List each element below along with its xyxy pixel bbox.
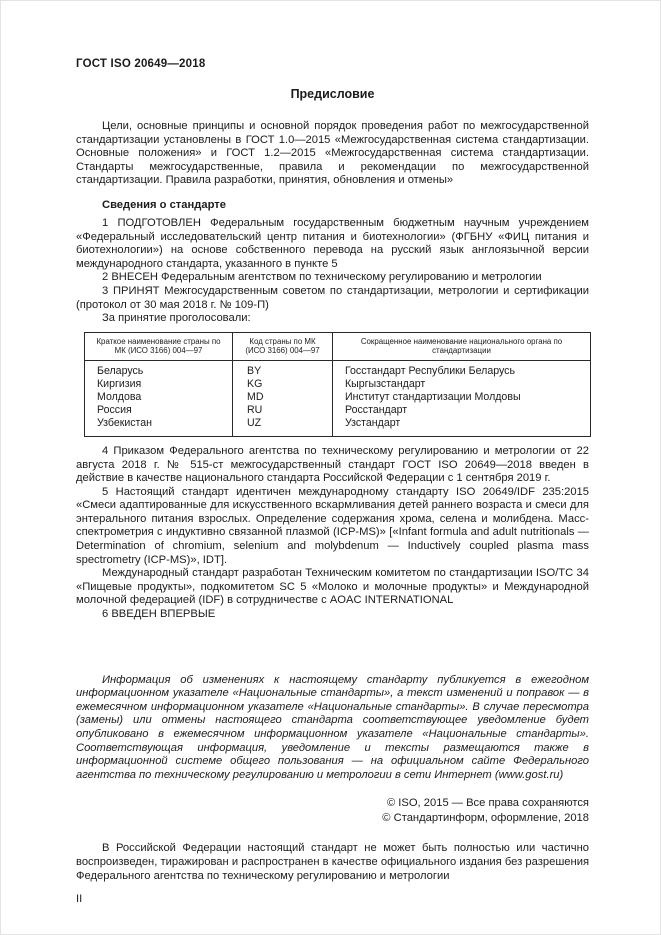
copyright-iso-line: © ISO, 2015 — Все права сохраняются [386, 797, 589, 810]
clause-5-continuation: Международный стандарт разработан Техническим комитетом по стандартизации ISO/TC 34 «Пищевые продукты», подкомитетом SC 5 «Молоко и молочные продукты» и Международной молочной федерацией (IDF) в сотрудничестве с AOAC INTERNATIONAL [76, 567, 589, 607]
table-row [85, 404, 591, 417]
clause-6: 6 ВВЕДЕН ВПЕРВЫЕ [102, 608, 216, 621]
country-cell: Россия [85, 404, 233, 417]
org-cell: Госстандарт Республики Беларусь [333, 360, 591, 378]
table-row [85, 391, 591, 404]
table-row [85, 360, 591, 378]
doc-number: ГОСТ ISO 20649—2018 [76, 58, 206, 70]
table-row [85, 417, 591, 437]
amendments-notice: Информация об изменениях к настоящему стандарту публикуется в ежегодном информационном указателе «Национальные стандарты», а текст изменений и поправок — в ежемесячном информационном указателе «Национальные стандарты». В случае пересмотра (замены) или отмены настоящего стандарта соответствующее уведомление будет опубликовано в ежемесячном информационном указателе «Национальные стандарты». Соответствующая информация, уведомление и тексты размещаются также в информационной системе общего пользования — на официальном сайте Федерального агентства по техническому регулированию и метрологии в сети Интернет (www.gost.ru) [76, 673, 589, 781]
clause-5: 5 Настоящий стандарт идентичен международному стандарту ISO 20649/IDF 235:2015 «Смеси адаптированные для искусственного вскармливания детей раннего возраста и смеси для энтерального питания взрослых. Определение содержания хрома, селена и молибдена. Масс-спектрометрия с индуктивно связанной плазмой (ICP-MS)» [«Infant formula and adult nutritionals — Determination of chromium, selenium and molybdenum — Inductively coupled plasma mass spectrometry (ICP-MS)», IDT]. [76, 485, 589, 566]
org-cell: Росстандарт [333, 404, 591, 417]
vote-line: За принятие проголосовали: [102, 312, 251, 325]
country-cell: Узбекистан [85, 417, 233, 437]
code-cell: UZ [233, 417, 333, 437]
country-cell: Киргизия [85, 378, 233, 391]
org-cell: Узстандарт [333, 417, 591, 437]
country-cell: Беларусь [85, 360, 233, 378]
code-cell: KG [233, 378, 333, 391]
clause-1: 1 ПОДГОТОВЛЕН Федеральным государственным бюджетным научным учреждением «Федеральный исследовательский центр питания и биотехнологии» (ФГБНУ «ФИЦ питания и биотехнологии») на основе собственного перевода на русский язык англоязычной версии международного стандарта, указанного в пункте 5 [76, 216, 589, 270]
vote-table-header-org: Сокращенное наименование национального органа по стандартизации [333, 332, 591, 360]
org-cell: Институт стандартизации Молдовы [333, 391, 591, 404]
copyright-standartinform-line: © Стандартинформ, оформление, 2018 [382, 812, 589, 825]
vote-table [84, 332, 591, 437]
clause-3: 3 ПРИНЯТ Межгосударственным советом по стандартизации, метрологии и сертификации (протокол от 30 мая 2018 г. № 109-П) [76, 284, 589, 311]
country-cell: Молдова [85, 391, 233, 404]
code-cell: RU [233, 404, 333, 417]
info-heading: Сведения о стандарте [102, 198, 226, 211]
page-number: II [76, 893, 83, 906]
page-title: Предисловие [290, 87, 375, 101]
org-cell: Кыргызстандарт [333, 378, 591, 391]
vote-table-header-country: Краткое наименование страны по МК (ИСО 3166) 004—97 [85, 332, 233, 360]
clause-2: 2 ВНЕСЕН Федеральным агентством по техническому регулированию и метрологии [102, 271, 542, 284]
vote-table-header-code: Код страны по МК (ИСО 3166) 004—97 [233, 332, 333, 360]
intro-paragraph: Цели, основные принципы и основной порядок проведения работ по межгосударственной стандартизации установлены в ГОСТ 1.0—2015 «Межгосударственная система стандартизации. Основные положения» и ГОСТ 1.2—2015 «Межгосударственная система стандартизации. Стандарты межгосударственные, правила и рекомендации по межгосударственной стандартизации. Правила разработки, принятия, обновления и отмены» [76, 120, 589, 187]
code-cell: BY [233, 360, 333, 378]
code-cell: MD [233, 391, 333, 404]
copyright-block [76, 796, 589, 826]
reproduction-restriction: В Российской Федерации настоящий стандарт не может быть полностью или частично воспроизведен, тиражирован и распространен в качестве официального издания без разрешения Федерального агентства по техническому регулированию и метрологии [76, 842, 589, 882]
table-row [85, 378, 591, 391]
clause-4: 4 Приказом Федерального агентства по техническому регулированию и метрологии от 22 августа 2018 г. № 515-ст межгосударственный стандарт ГОСТ ISO 20649—2018 введен в действие в качестве национального стандарта Российской Федерации с 1 сентября 2019 г. [76, 444, 589, 485]
vote-table-header-row [85, 332, 591, 360]
